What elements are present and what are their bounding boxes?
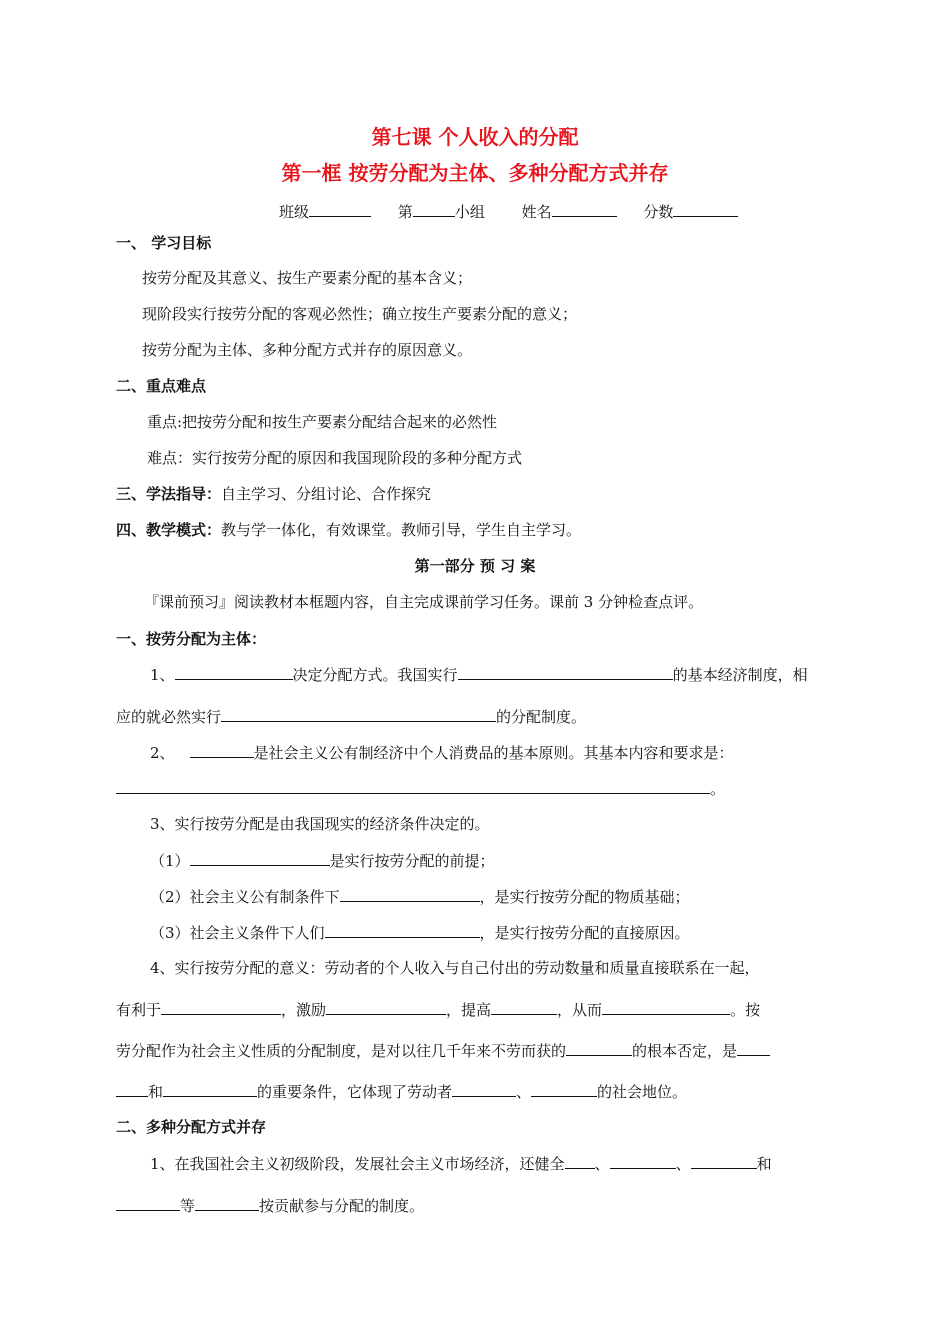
question-4-line-4: 和 的重要条件，它体现了劳动者 、 的社会地位。 xyxy=(116,1081,687,1102)
question-2: 2、 是社会主义公有制经济中个人消费品的基本原则。其基本内容和要求是： xyxy=(150,744,734,762)
answer-blank[interactable] xyxy=(458,664,673,680)
score-label: 分数 xyxy=(643,203,674,221)
answer-blank[interactable] xyxy=(116,1081,148,1097)
answer-blank[interactable] xyxy=(175,664,293,680)
group-suffix: 小组 xyxy=(454,203,485,221)
part-heading: 第一部分 预 习 案 xyxy=(414,557,536,575)
answer-blank[interactable] xyxy=(326,999,446,1015)
question-3-2: （2）社会主义公有制条件下 ，是实行按劳分配的物质基础； xyxy=(150,888,690,906)
answer-blank[interactable] xyxy=(610,1153,676,1169)
lesson-title: 第七课 个人收入的分配 xyxy=(371,125,579,149)
heading-labor-distribution: 一、按劳分配为主体： xyxy=(116,630,267,648)
answer-blank[interactable] xyxy=(566,1040,632,1056)
mode-row xyxy=(116,520,581,540)
name-label: 姓名 xyxy=(521,203,552,221)
answer-blank[interactable] xyxy=(531,1081,597,1097)
preview-intro: 『课前预习』阅读教材本框题内容，自主完成课前学习任务。课前 3 分钟检查点评。 xyxy=(144,593,704,611)
group-prefix: 第 xyxy=(397,203,413,221)
method-row xyxy=(116,484,431,504)
score-blank[interactable] xyxy=(673,201,738,217)
answer-blank[interactable] xyxy=(325,922,480,938)
key-point: 重点:把按劳分配和按生产要素分配结合起来的必然性 xyxy=(147,413,498,431)
method-label: 三、学法指导： xyxy=(116,485,222,503)
answer-blank[interactable] xyxy=(452,1081,516,1097)
answer-blank[interactable] xyxy=(491,999,557,1015)
answer-blank[interactable] xyxy=(221,706,496,722)
question-1-line-2: 应的就必然实行 的分配制度。 xyxy=(116,708,587,726)
method-text: 自主学习、分组讨论、合作探究 xyxy=(221,485,432,503)
group-blank[interactable] xyxy=(413,201,455,217)
heading-multiple-distribution: 二、多种分配方式并存 xyxy=(116,1118,267,1136)
class-label: 班级 xyxy=(279,203,310,221)
heading-objectives: 一、 学习目标 xyxy=(116,234,212,252)
answer-blank[interactable] xyxy=(602,999,730,1015)
objective-item: 现阶段实行按劳分配的客观必然性；确立按生产要素分配的意义； xyxy=(142,305,578,323)
question-5-line-1: 1、在我国社会主义初级阶段，发展社会主义市场经济，还健全 、 、 和 xyxy=(150,1155,772,1173)
question-2-answer-line: 。 xyxy=(116,778,725,799)
question-4-line-3: 劳分配作为社会主义性质的分配制度，是对以往几千年来不劳而获的 的根本否定，是 xyxy=(116,1040,770,1061)
section-title: 第一框 按劳分配为主体、多种分配方式并存 xyxy=(281,161,669,185)
question-3-3: （3）社会主义条件下人们 ，是实行按劳分配的直接原因。 xyxy=(150,924,690,942)
answer-blank[interactable] xyxy=(161,999,281,1015)
question-5-line-2: 等 按贡献参与分配的制度。 xyxy=(116,1195,424,1216)
mode-text: 教与学一体化，有效课堂。教师引导，学生自主学习。 xyxy=(221,521,582,539)
answer-blank[interactable] xyxy=(340,886,480,902)
class-blank[interactable] xyxy=(309,201,371,217)
answer-blank[interactable] xyxy=(195,1195,259,1211)
answer-blank[interactable] xyxy=(116,1195,180,1211)
answer-blank[interactable] xyxy=(190,742,254,758)
objective-item: 按劳分配及其意义、按生产要素分配的基本含义； xyxy=(142,269,473,287)
answer-blank[interactable] xyxy=(116,778,710,794)
question-3-1: （1） 是实行按劳分配的前提； xyxy=(150,852,495,870)
answer-blank[interactable] xyxy=(691,1153,757,1169)
question-4: 4、实行按劳分配的意义：劳动者的个人收入与自己付出的劳动数量和质量直接联系在一起， xyxy=(150,959,760,977)
student-info-row xyxy=(279,201,738,222)
name-blank[interactable] xyxy=(552,201,617,217)
question-3: 3、实行按劳分配是由我国现实的经济条件决定的。 xyxy=(150,815,490,833)
question-4-line-2: 有利于 ，激励 ，提高 ，从而 。按 xyxy=(116,1001,761,1019)
answer-blank[interactable] xyxy=(565,1153,595,1169)
objective-item: 按劳分配为主体、多种分配方式并存的原因意义。 xyxy=(142,341,473,359)
difficult-point: 难点：实行按劳分配的原因和我国现阶段的多种分配方式 xyxy=(147,449,523,467)
answer-blank[interactable] xyxy=(163,1081,257,1097)
answer-blank[interactable] xyxy=(737,1040,770,1056)
heading-key-points: 二、重点难点 xyxy=(116,377,207,395)
mode-label: 四、教学模式： xyxy=(116,521,222,539)
question-1-line-1: 1、 决定分配方式。我国实行 的基本经济制度，相 xyxy=(150,666,808,684)
answer-blank[interactable] xyxy=(190,850,330,866)
